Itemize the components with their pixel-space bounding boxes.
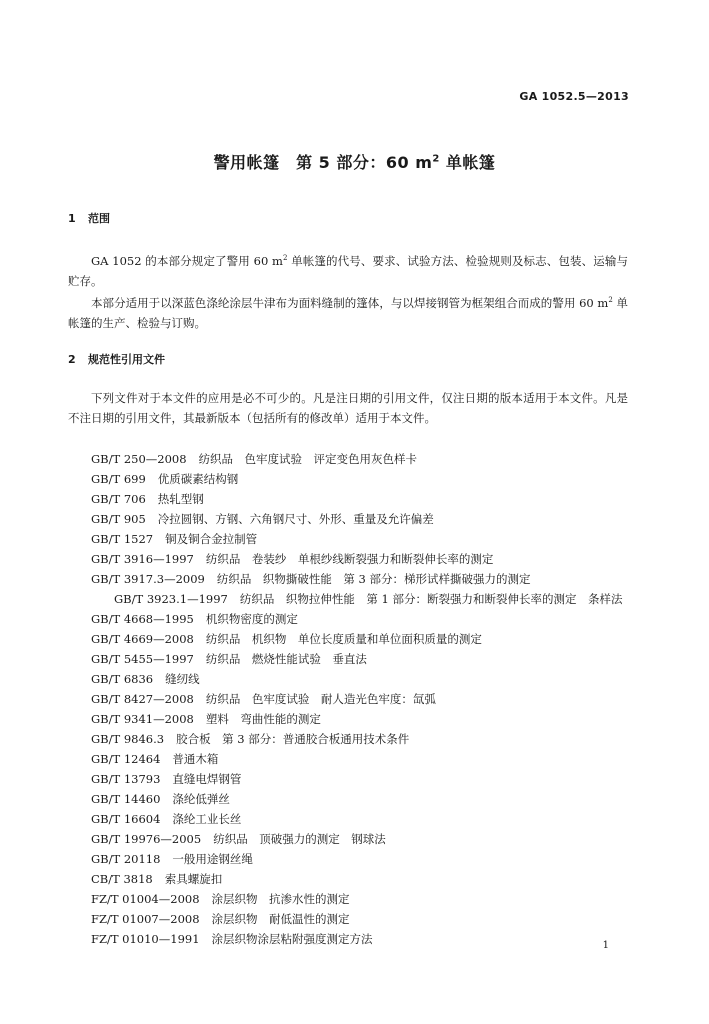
reference-title: 胶合板 第 3 部分：普通胶合板通用技术条件 <box>176 732 410 746</box>
scope-p1-sup: 2 <box>282 254 288 262</box>
scope-paragraph-2 <box>68 290 628 333</box>
reference-code: GB/T 6836 <box>91 672 154 686</box>
reference-item <box>68 549 628 569</box>
reference-item <box>68 869 628 889</box>
reference-code: GB/T 19976—2005 <box>91 832 202 846</box>
reference-item <box>68 889 628 909</box>
reference-title: 涤纶低弹丝 <box>172 792 230 806</box>
reference-item <box>68 849 628 869</box>
reference-item <box>68 909 628 929</box>
section-2-title: 规范性引用文件 <box>88 353 165 366</box>
reference-title: 一般用途钢丝绳 <box>172 852 253 866</box>
references-intro: 下列文件对于本文件的应用是必不可少的。凡是注日期的引用文件，仅注日期的版本适用于本文件。凡是不注日期的引用文件，其最新版本（包括所有的修改单）适用于本文件。 <box>68 391 628 425</box>
reference-title: 纺织品 卷装纱 单根纱线断裂强力和断裂伸长率的测定 <box>205 552 494 566</box>
reference-code: GB/T 9846.3 <box>91 732 165 746</box>
reference-title: 普通木箱 <box>172 752 219 766</box>
reference-item <box>68 709 628 729</box>
reference-item <box>68 529 628 549</box>
reference-code: GB/T 706 <box>91 492 146 506</box>
reference-title: 纺织品 燃烧性能试验 垂直法 <box>205 652 367 666</box>
reference-code: GB/T 13793 <box>91 772 161 786</box>
reference-item <box>68 749 628 769</box>
section-2-heading <box>68 351 165 367</box>
scope-p1-part-b: 单帐篷的代号、要求、试验方法、检验规则及标志、包装、运输与贮存。 <box>68 253 628 288</box>
reference-code: GB/T 3923.1—1997 <box>114 592 228 606</box>
reference-code: FZ/T 01004—2008 <box>91 892 200 906</box>
reference-code: FZ/T 01010—1991 <box>91 932 200 946</box>
scope-p2-part-a: 本部分适用于以深蓝色涤纶涂层牛津布为面料缝制的篷体，与以焊接钢管为框架组合而成的警用 60 m <box>91 295 609 310</box>
section-1-number: 1 <box>68 212 76 225</box>
reference-item <box>68 769 628 789</box>
reference-title: 涂层织物涂层粘附强度测定方法 <box>211 932 373 946</box>
reference-code: GB/T 8427—2008 <box>91 692 194 706</box>
reference-code: GB/T 20118 <box>91 852 161 866</box>
reference-item <box>68 609 628 629</box>
title-tail: 单帐篷 <box>439 153 496 172</box>
reference-item <box>68 449 628 469</box>
reference-code: GB/T 4669—2008 <box>91 632 194 646</box>
reference-code: GB/T 3916—1997 <box>91 552 194 566</box>
reference-item <box>68 589 628 609</box>
scope-p2-part-b: 单帐篷的生产、检验与订购。 <box>68 295 628 330</box>
reference-code: FZ/T 01007—2008 <box>91 912 200 926</box>
reference-code: GB/T 12464 <box>91 752 161 766</box>
reference-item <box>68 689 628 709</box>
section-2-number: 2 <box>68 353 76 366</box>
reference-code: CB/T 3818 <box>91 872 153 886</box>
reference-item <box>68 809 628 829</box>
reference-title: 直缝电焊钢管 <box>172 772 242 786</box>
reference-title: 涤纶工业长丝 <box>172 812 242 826</box>
section-1-title: 范围 <box>88 212 110 225</box>
reference-title: 纺织品 顶破强力的测定 钢球法 <box>213 832 386 846</box>
reference-title: 纺织品 织物撕破性能 第 3 部分：梯形试样撕破强力的测定 <box>216 572 531 586</box>
reference-item <box>68 629 628 649</box>
scope-p1-part-a: GA 1052 的本部分规定了警用 60 m <box>91 253 283 268</box>
reference-list <box>68 449 628 949</box>
reference-item <box>68 729 628 749</box>
reference-code: GB/T 14460 <box>91 792 161 806</box>
reference-code: GB/T 250—2008 <box>91 452 187 466</box>
reference-title: 优质碳素结构钢 <box>157 472 239 486</box>
title-superscript: 2 <box>432 153 440 165</box>
reference-item <box>68 569 628 589</box>
reference-item <box>68 789 628 809</box>
reference-title: 纺织品 色牢度试验 评定变色用灰色样卡 <box>198 452 418 466</box>
reference-item <box>68 509 628 529</box>
reference-title: 纺织品 色牢度试验 耐人造光色牢度：氙弧 <box>205 692 436 706</box>
reference-title: 涂层织物 抗渗水性的测定 <box>211 892 350 906</box>
reference-item <box>68 829 628 849</box>
reference-item <box>68 669 628 689</box>
reference-title: 缝纫线 <box>165 672 200 686</box>
reference-title: 机织物密度的测定 <box>205 612 298 626</box>
reference-code: GB/T 9341—2008 <box>91 712 194 726</box>
reference-code: GB/T 16604 <box>91 812 161 826</box>
reference-title: 索具螺旋扣 <box>164 872 223 886</box>
standard-code: GA 1052.5—2013 <box>519 90 629 103</box>
scope-p2-sup: 2 <box>608 296 613 304</box>
reference-title: 塑料 弯曲性能的测定 <box>205 712 321 726</box>
document-title <box>0 150 709 173</box>
reference-title: 冷拉圆钢、方钢、六角钢尺寸、外形、重量及允许偏差 <box>157 512 434 526</box>
title-main: 警用帐篷 第 5 部分：60 m <box>213 153 433 172</box>
reference-title: 铜及铜合金拉制管 <box>165 532 258 546</box>
reference-code: GB/T 4668—1995 <box>91 612 194 626</box>
reference-item <box>68 469 628 489</box>
reference-item <box>68 649 628 669</box>
reference-title: 纺织品 机织物 单位长度质量和单位面积质量的测定 <box>205 632 482 646</box>
section-1-heading <box>68 210 110 226</box>
reference-code: GB/T 905 <box>91 512 146 526</box>
page-number: 1 <box>602 940 609 951</box>
scope-paragraph-1 <box>68 248 628 291</box>
reference-code: GB/T 1527 <box>91 532 154 546</box>
reference-item <box>68 929 628 949</box>
reference-title: 热轧型钢 <box>157 492 204 506</box>
reference-title: 涂层织物 耐低温性的测定 <box>211 912 350 926</box>
reference-title: 纺织品 织物拉伸性能 第 1 部分：断裂强力和断裂伸长率的测定 条样法 <box>239 592 623 606</box>
reference-code: GB/T 699 <box>91 472 146 486</box>
reference-item <box>68 489 628 509</box>
reference-code: GB/T 3917.3—2009 <box>91 572 205 586</box>
reference-code: GB/T 5455—1997 <box>91 652 194 666</box>
